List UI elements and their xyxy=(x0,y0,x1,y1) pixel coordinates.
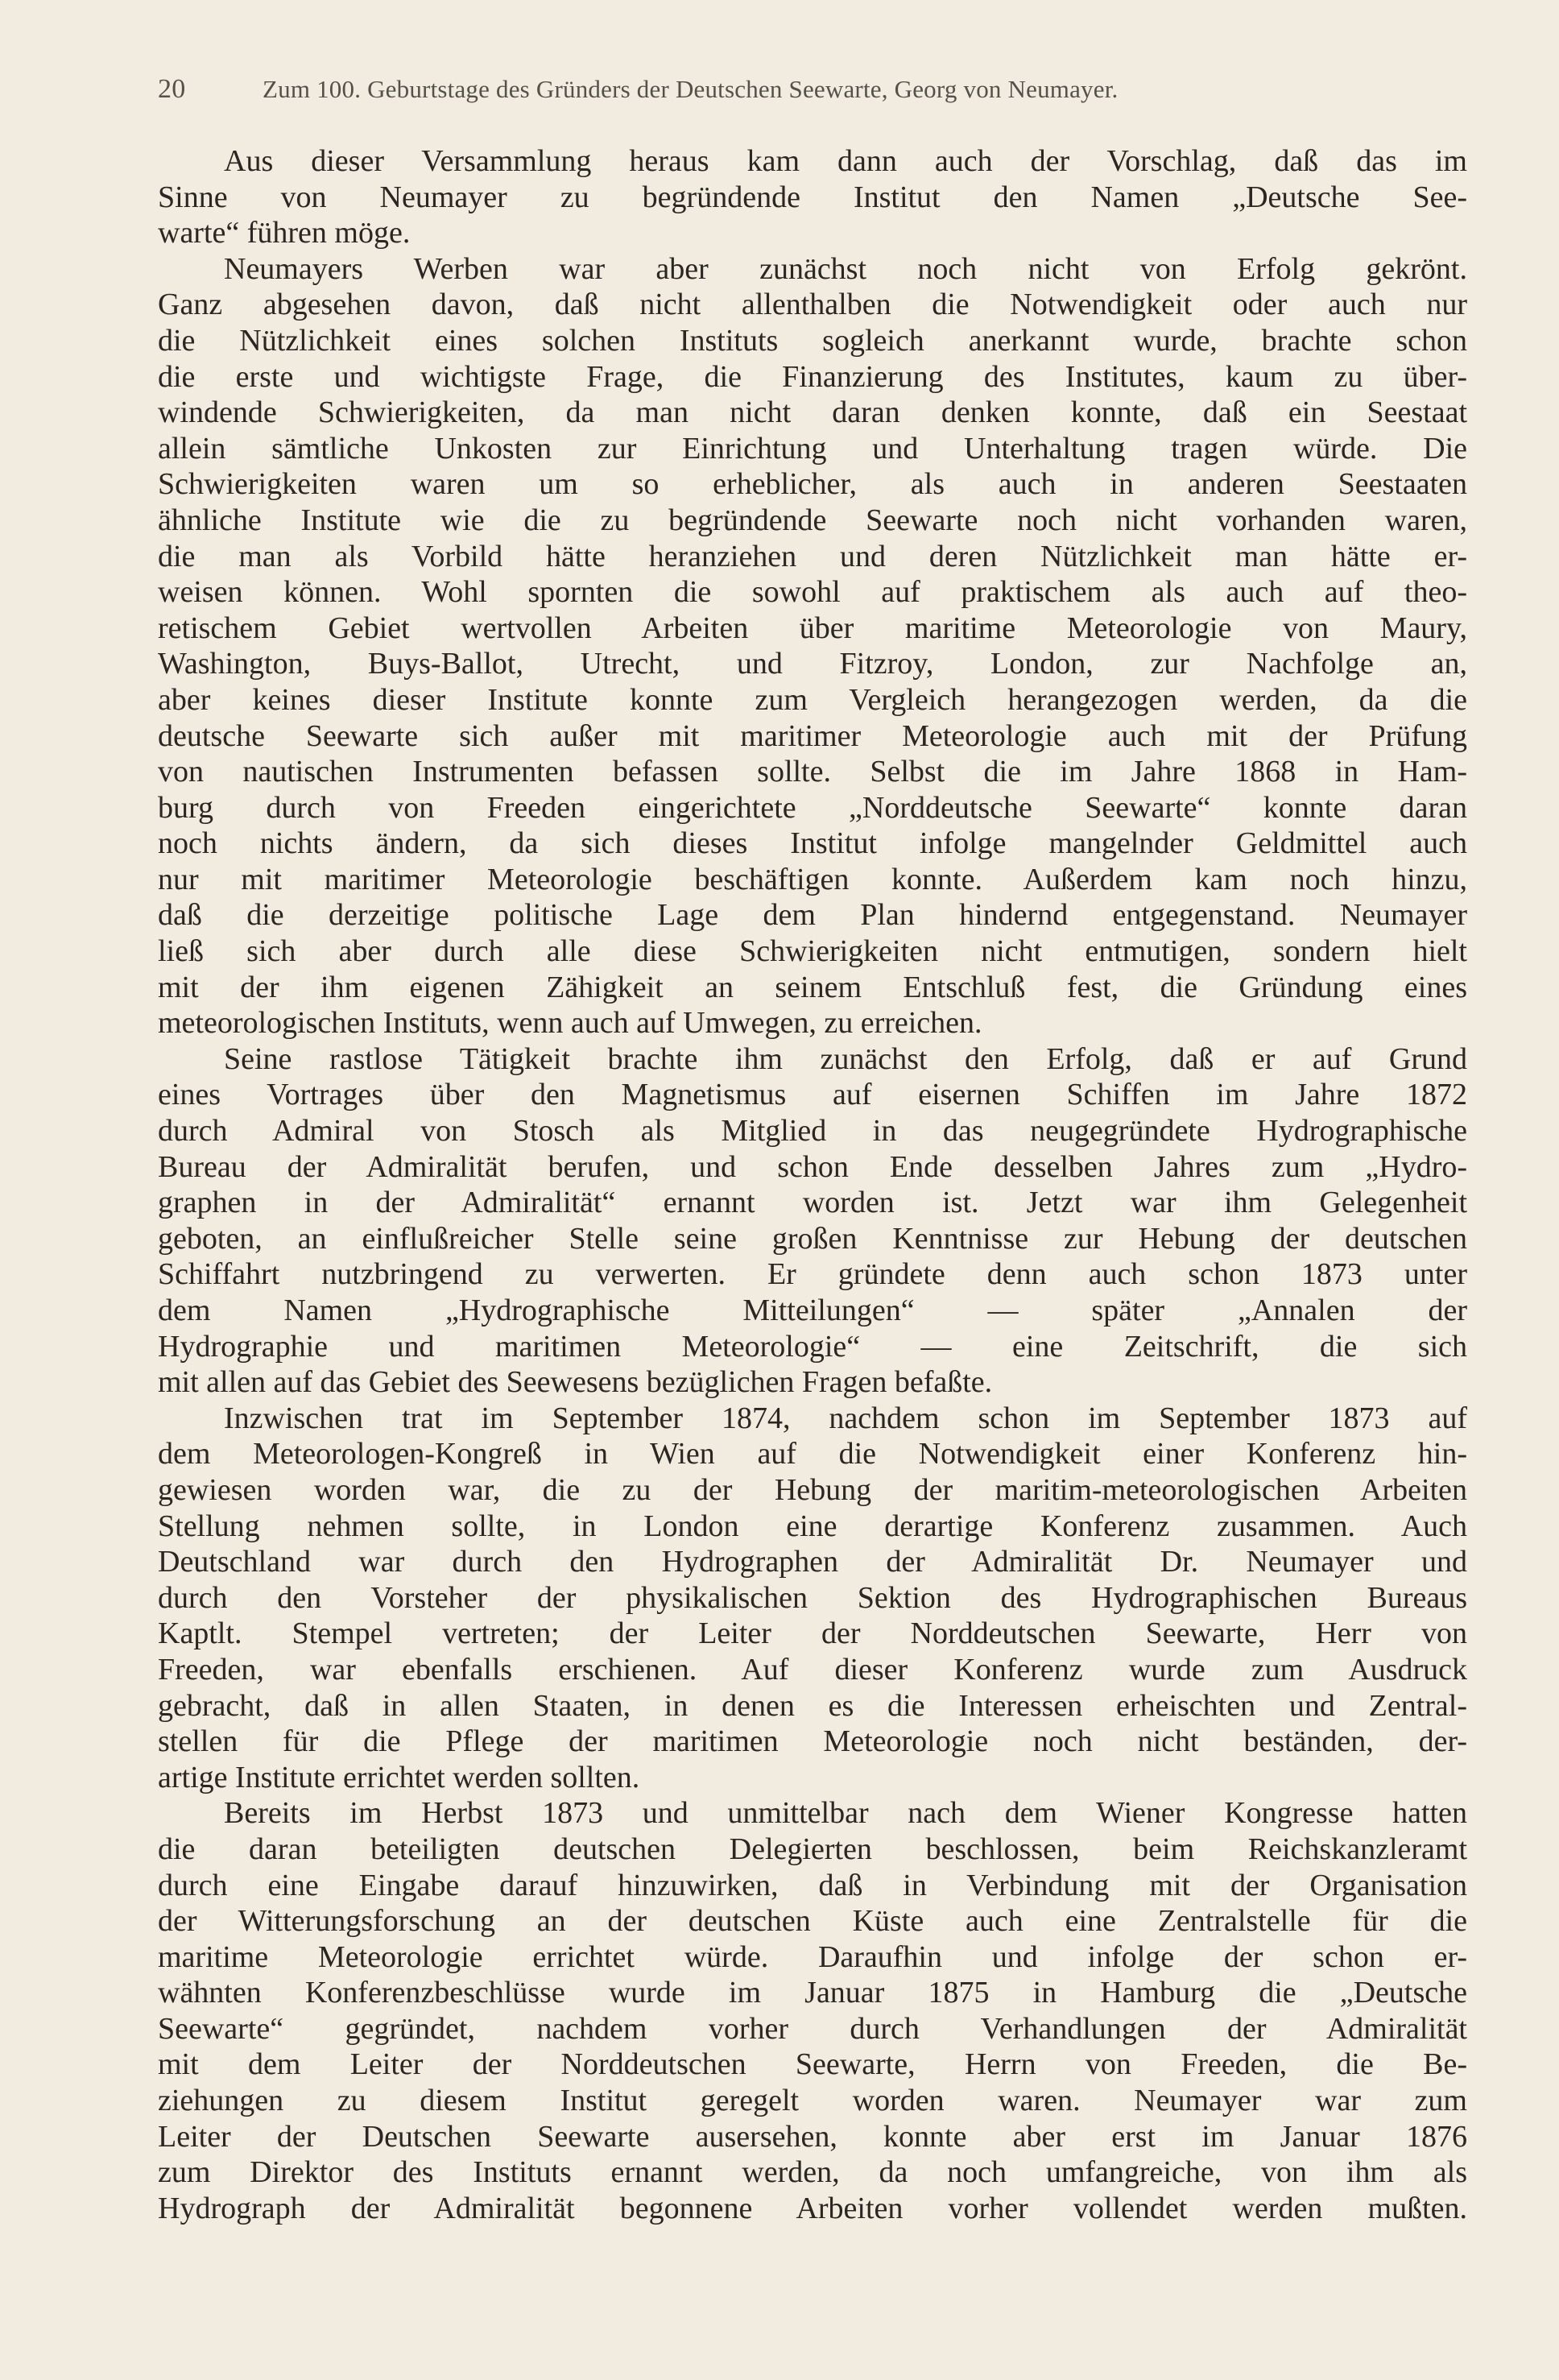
text-line: Schwierigkeiten waren um so erheblicher, als auch in anderen Seestaaten xyxy=(158,467,1467,502)
running-head-title: Zum 100. Geburtstage des Gründers der Deutschen Seewarte, Georg von Neumayer. xyxy=(263,75,1119,103)
text-line: Kaptlt. Stempel vertreten; der Leiter der Norddeutschen Seewarte, Herr von xyxy=(158,1616,1467,1651)
text-line: gewiesen worden war, die zu der Hebung der maritim-meteorologischen Arbeiten xyxy=(158,1472,1467,1507)
text-line: der Witterungsforschung an der deutschen Küste auch eine Zentralstelle für die xyxy=(158,1904,1467,1939)
text-line: stellen für die Pflege der maritimen Meteorologie noch nicht beständen, der- xyxy=(158,1724,1467,1759)
text-line: Bureau der Admiralität berufen, und schon Ende desselben Jahres zum „Hydro- xyxy=(158,1149,1467,1184)
text-line: Bereits im Herbst 1873 und unmittelbar nach dem Wiener Kongresse hatten xyxy=(224,1796,1467,1831)
text-line: maritime Meteorologie errichtet würde. Daraufhin und infolge der schon er- xyxy=(158,1939,1467,1974)
text-line: retischem Gebiet wertvollen Arbeiten über maritime Meteorologie von Maury, xyxy=(158,611,1467,645)
text-line: noch nichts ändern, da sich dieses Institut infolge mangelnder Geldmittel auch xyxy=(158,826,1467,861)
text-line: Hydrographie und maritimen Meteorologie“ — eine Zeitschrift, die sich xyxy=(158,1329,1467,1364)
text-line: gebracht, daß in allen Staaten, in denen es die Interessen erheischten und Zentral- xyxy=(158,1688,1467,1723)
text-line: Ganz abgesehen davon, daß nicht allenthalben die Notwendigkeit oder auch nur xyxy=(158,288,1467,322)
text-line: warte“ führen möge. xyxy=(158,216,411,250)
text-line: eines Vortrages über den Magnetismus auf eisernen Schiffen im Jahre 1872 xyxy=(158,1078,1467,1112)
text-line: Seine rastlose Tätigkeit brachte ihm zunächst den Erfolg, daß er auf Grund xyxy=(224,1041,1467,1076)
text-line: durch Admiral von Stosch als Mitglied in das neugegründete Hydrographische xyxy=(158,1114,1467,1149)
text-line: mit der ihm eigenen Zähigkeit an seinem Entschluß fest, die Gründung eines xyxy=(158,970,1467,1004)
text-line: Hydrograph der Admiralität begonnene Arbeiten vorher vollendet werden mußten. xyxy=(158,2191,1467,2225)
text-line: Freeden, war ebenfalls erschienen. Auf dieser Konferenz wurde zum Ausdruck xyxy=(158,1652,1467,1687)
text-line: Washington, Buys-Ballot, Utrecht, und Fitzroy, London, zur Nachfolge an, xyxy=(158,647,1467,681)
text-line: weisen können. Wohl spornten die sowohl auf praktischem als auch auf theo- xyxy=(158,575,1467,610)
text-line: geboten, an einflußreicher Stelle seine großen Kenntnisse zur Hebung der deutschen xyxy=(158,1221,1467,1256)
text-line: ähnliche Institute wie die zu begründende Seewarte noch nicht vorhanden waren, xyxy=(158,503,1467,537)
text-line: Deutschland war durch den Hydrographen der Admiralität Dr. Neumayer und xyxy=(158,1545,1467,1579)
text-line: Stellung nehmen sollte, in London eine derartige Konferenz zusammen. Auch xyxy=(158,1509,1467,1543)
text-line: mit allen auf das Gebiet des Seewesens bezüglichen Fragen befaßte. xyxy=(158,1365,993,1400)
text-line: aber keines dieser Institute konnte zum Vergleich herangezogen werden, da die xyxy=(158,682,1467,717)
text-line: Leiter der Deutschen Seewarte ausersehen, konnte aber erst im Januar 1876 xyxy=(158,2119,1467,2154)
text-line: Schiffahrt nutzbringend zu verwerten. Er gründete denn auch schon 1873 unter xyxy=(158,1257,1467,1292)
running-head xyxy=(158,74,1414,105)
text-line: zum Direktor des Instituts ernannt werden, da noch umfangreiche, von ihm als xyxy=(158,2155,1467,2190)
text-line: von nautischen Instrumenten befassen sollte. Selbst die im Jahre 1868 in Ham- xyxy=(158,755,1467,789)
text-line: die man als Vorbild hätte heranziehen und deren Nützlichkeit man hätte er- xyxy=(158,539,1467,573)
text-line: artige Institute errichtet werden sollten. xyxy=(158,1760,640,1794)
text-line: dem Namen „Hydrographische Mitteilungen“ — später „Annalen der xyxy=(158,1293,1467,1327)
text-line: ziehungen zu diesem Institut geregelt worden waren. Neumayer war zum xyxy=(158,2084,1467,2118)
text-line: durch eine Eingabe darauf hinzuwirken, daß in Verbindung mit der Organisation xyxy=(158,1868,1467,1902)
body-text xyxy=(158,143,1467,2226)
text-line: graphen in der Admiralität“ ernannt worden ist. Jetzt war ihm Gelegenheit xyxy=(158,1186,1467,1220)
text-line: allein sämtliche Unkosten zur Einrichtung und Unterhaltung tragen würde. Die xyxy=(158,431,1467,466)
text-line: nur mit maritimer Meteorologie beschäftigen konnte. Außerdem kam noch hinzu, xyxy=(158,862,1467,896)
text-line: burg durch von Freeden eingerichtete „Norddeutsche Seewarte“ konnte daran xyxy=(158,790,1467,825)
text-line: deutsche Seewarte sich außer mit maritimer Meteorologie auch mit der Prüfung xyxy=(158,718,1467,753)
text-line: mit dem Leiter der Norddeutschen Seewarte, Herrn von Freeden, die Be- xyxy=(158,2047,1467,2082)
text-line: die erste und wichtigste Frage, die Finanzierung des Institutes, kaum zu über- xyxy=(158,359,1467,394)
text-line: wähnten Konferenzbeschlüsse wurde im Januar 1875 in Hamburg die „Deutsche xyxy=(158,1976,1467,2010)
text-line: daß die derzeitige politische Lage dem Plan hindernd entgegenstand. Neumayer xyxy=(158,898,1467,933)
text-line: die daran beteiligten deutschen Delegierten beschlossen, beim Reichskanzleramt xyxy=(158,1832,1467,1866)
text-line: Seewarte“ gegründet, nachdem vorher durch Verhandlungen der Admiralität xyxy=(158,2011,1467,2046)
text-line: Neumayers Werben war aber zunächst noch nicht von Erfolg gekrönt. xyxy=(224,251,1467,286)
text-line: ließ sich aber durch alle diese Schwierigkeiten nicht entmutigen, sondern hielt xyxy=(158,934,1467,969)
text-line: windende Schwierigkeiten, da man nicht daran denken konnte, daß ein Seestaat xyxy=(158,395,1467,430)
text-line: Sinne von Neumayer zu begründende Institut den Namen „Deutsche See- xyxy=(158,180,1467,214)
text-line: die Nützlichkeit eines solchen Instituts sogleich anerkannt wurde, brachte schon xyxy=(158,323,1467,358)
text-line: durch den Vorsteher der physikalischen Sektion des Hydrographischen Bureaus xyxy=(158,1580,1467,1615)
text-line: dem Meteorologen-Kongreß in Wien auf die Notwendigkeit einer Konferenz hin- xyxy=(158,1437,1467,1471)
text-line: Aus dieser Versammlung heraus kam dann auch der Vorschlag, daß das im xyxy=(224,144,1467,178)
text-line: meteorologischen Instituts, wenn auch auf Umwegen, zu erreichen. xyxy=(158,1006,982,1041)
page-number: 20 xyxy=(158,74,186,104)
text-line: Inzwischen trat im September 1874, nachdem schon im September 1873 auf xyxy=(224,1401,1467,1435)
